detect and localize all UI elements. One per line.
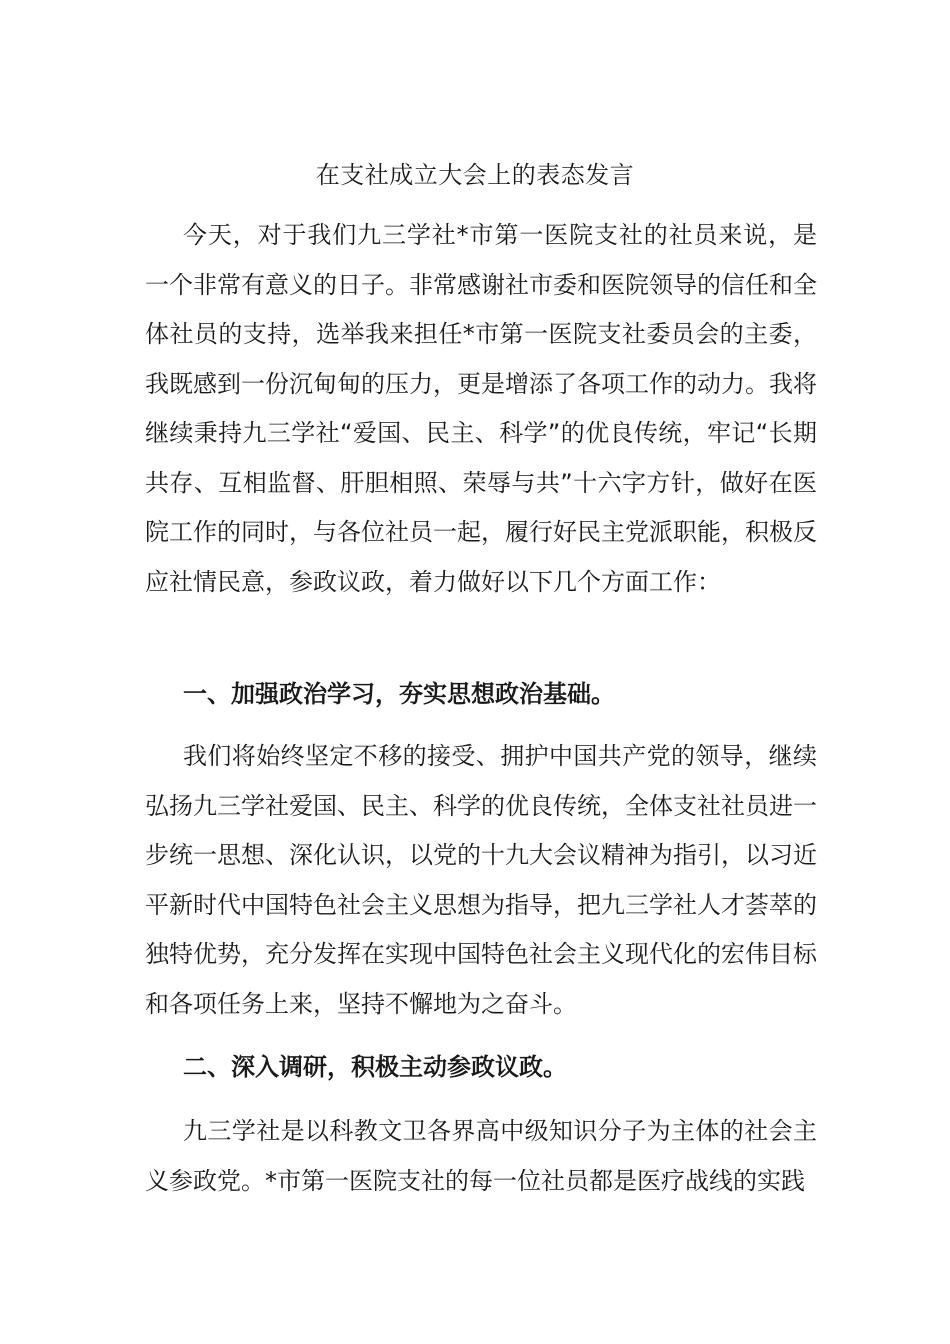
section-heading-1: 一、加强政治学习，夯实思想政治基础。 [183, 680, 615, 708]
document-title: 在支社成立大会上的表态发言 [315, 161, 635, 189]
body-paragraph-intro: 今天，对于我们九三学社*市第一医院支社的社员来说，是一个非常有意义的日子。非常感谢社市委和医院领导的信任和全体社员的支持，选举我来担任*市第一医院支社委员会的主委，我既感到一份沉甸甸的压力，更是增添了各项工作的动力。我将继续秉持九三学社“爱国、民主、科学”的优良传统，牢记“长期共存、互相监督、肝胆相照、荣辱与共”十六字方针，做好在医院工作的同时，与各位社员一起，履行好民主党派职能，积极反应社情民意，参政议政，着力做好以下几个方面工作： [145, 221, 817, 596]
body-paragraph-research: 九三学社是以科教文卫各界高中级知识分子为主体的社会主义参政党。*市第一医院支社的每一位社员都是医疗战线的实践 [145, 1117, 817, 1195]
section-heading-2: 二、深入调研，积极主动参政议政。 [183, 1053, 567, 1081]
body-paragraph-political-study: 我们将始终坚定不移的接受、拥护中国共产党的领导，继续弘扬九三学社爱国、民主、科学的优良传统，全体支社社员进一步统一思想、深化认识，以党的十九大会议精神为指引，以习近平新时代中国特色社会主义思想为指导，把九三学社人才荟萃的独特优势，充分发挥在实现中国特色社会主义现代化的宏伟目标和各项任务上来，坚持不懈地为之奋斗。 [145, 742, 817, 1018]
